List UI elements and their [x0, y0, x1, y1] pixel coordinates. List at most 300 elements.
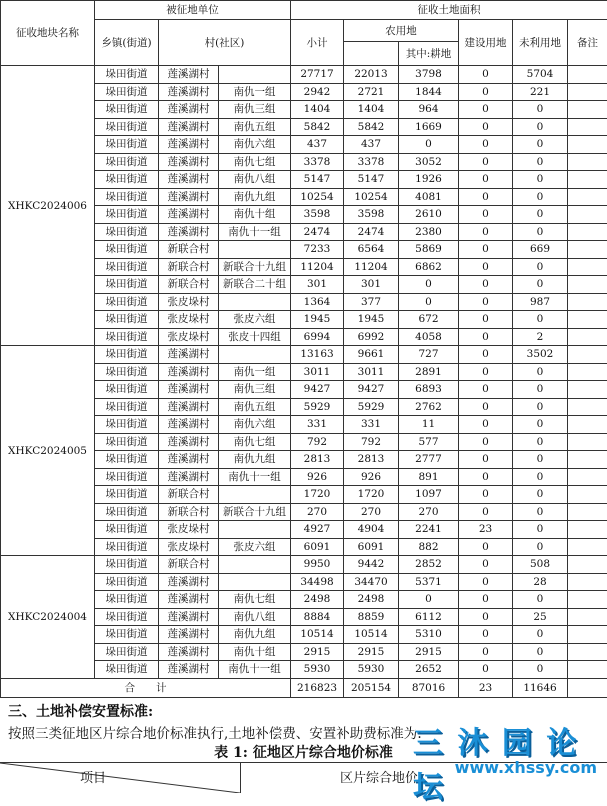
cell-group: 南仇五组 [219, 118, 291, 136]
watermark-url: www.xhssy.com [455, 758, 597, 777]
cell-construction: 0 [459, 66, 513, 84]
cell-group [219, 521, 291, 539]
cell-subtotal: 3598 [291, 206, 344, 224]
cell-town: 垛田街道 [95, 486, 159, 504]
cell-town: 垛田街道 [95, 398, 159, 416]
cell-agri: 1404 [344, 101, 399, 119]
cell-agri: 1945 [344, 311, 399, 329]
cell-construction: 0 [459, 538, 513, 556]
cell-village: 莲溪湖村 [159, 451, 219, 469]
cell-arable: 672 [399, 311, 459, 329]
cell-unused: 0 [513, 206, 568, 224]
cell-construction: 0 [459, 101, 513, 119]
cell-arable: 2380 [399, 223, 459, 241]
cell-village: 张皮垛村 [159, 328, 219, 346]
header-construction: 建设用地 [459, 20, 513, 66]
cell-remarks [568, 573, 607, 591]
cell-agri: 5147 [344, 171, 399, 189]
cell-construction: 0 [459, 503, 513, 521]
cell-subtotal: 6091 [291, 538, 344, 556]
cell-remarks [568, 293, 607, 311]
cell-town: 垛田街道 [95, 311, 159, 329]
cell-construction: 0 [459, 486, 513, 504]
cell-town: 垛田街道 [95, 153, 159, 171]
cell-group: 张皮六组 [219, 311, 291, 329]
cell-unused: 0 [513, 416, 568, 434]
section-heading: 三、土地补偿安置标准: [8, 701, 153, 721]
cell-remarks [568, 363, 607, 381]
forum-watermark [413, 718, 603, 784]
cell-arable: 964 [399, 101, 459, 119]
cell-construction: 0 [459, 556, 513, 574]
cell-construction: 0 [459, 293, 513, 311]
cell-construction: 0 [459, 643, 513, 661]
cell-village: 莲溪湖村 [159, 468, 219, 486]
cell-village: 莲溪湖村 [159, 101, 219, 119]
cell-village: 莲溪湖村 [159, 608, 219, 626]
cell-town: 垛田街道 [95, 643, 159, 661]
cell-agri: 22013 [344, 66, 399, 84]
cell-remarks [568, 101, 607, 119]
cell-arable: 2852 [399, 556, 459, 574]
cell-agri: 6564 [344, 241, 399, 259]
cell-group: 南仇十一组 [219, 223, 291, 241]
cell-arable: 0 [399, 136, 459, 154]
cell-group: 张皮十四组 [219, 328, 291, 346]
cell-village: 莲溪湖村 [159, 346, 219, 364]
cell-subtotal: 11204 [291, 258, 344, 276]
cell-village: 莲溪湖村 [159, 398, 219, 416]
cell-construction: 0 [459, 626, 513, 644]
cell-construction: 0 [459, 363, 513, 381]
cell-construction: 0 [459, 171, 513, 189]
cell-construction: 0 [459, 206, 513, 224]
cell-town: 垛田街道 [95, 538, 159, 556]
cell-subtotal: 2915 [291, 643, 344, 661]
cell-subtotal: 5929 [291, 398, 344, 416]
cell-arable: 270 [399, 503, 459, 521]
cell-agri: 11204 [344, 258, 399, 276]
cell-village: 莲溪湖村 [159, 626, 219, 644]
table-body [1, 66, 607, 679]
cell-unused: 0 [513, 661, 568, 679]
cell-arable: 1926 [399, 171, 459, 189]
cell-arable: 0 [399, 591, 459, 609]
cell-remarks [568, 188, 607, 206]
cell-arable: 5869 [399, 241, 459, 259]
cell-town: 垛田街道 [95, 101, 159, 119]
cell-agri: 1720 [344, 486, 399, 504]
cell-village: 莲溪湖村 [159, 381, 219, 399]
cell-village: 张皮垛村 [159, 311, 219, 329]
cell-remarks [568, 241, 607, 259]
cell-remarks [568, 503, 607, 521]
cell-village: 莲溪湖村 [159, 136, 219, 154]
cell-village: 莲溪湖村 [159, 206, 219, 224]
cell-group [219, 66, 291, 84]
cell-village: 莲溪湖村 [159, 66, 219, 84]
cell-group: 南仇八组 [219, 608, 291, 626]
cell-subtotal: 34498 [291, 573, 344, 591]
cell-agri: 9427 [344, 381, 399, 399]
cell-unused: 0 [513, 276, 568, 294]
cell-subtotal: 5147 [291, 171, 344, 189]
cell-subtotal: 8884 [291, 608, 344, 626]
cell-village: 新联合村 [159, 486, 219, 504]
cell-subtotal: 9950 [291, 556, 344, 574]
cell-agri: 5929 [344, 398, 399, 416]
cell-construction: 0 [459, 188, 513, 206]
cell-group: 南仇八组 [219, 171, 291, 189]
cell-unused: 0 [513, 626, 568, 644]
header-agri-blank [344, 42, 399, 66]
cell-subtotal: 6994 [291, 328, 344, 346]
cell-group: 南仇五组 [219, 398, 291, 416]
price-table-price-header: 区片综合地价 [340, 767, 418, 786]
cell-unused: 0 [513, 171, 568, 189]
cell-construction: 0 [459, 223, 513, 241]
cell-village: 张皮垛村 [159, 521, 219, 539]
cell-arable: 6112 [399, 608, 459, 626]
cell-group: 南仇一组 [219, 83, 291, 101]
cell-village: 莲溪湖村 [159, 416, 219, 434]
cell-unused: 0 [513, 381, 568, 399]
cell-group: 南仇三组 [219, 101, 291, 119]
cell-arable: 1097 [399, 486, 459, 504]
cell-group: 南仇九组 [219, 451, 291, 469]
cell-construction: 0 [459, 451, 513, 469]
cell-agri: 331 [344, 416, 399, 434]
cell-town: 垛田街道 [95, 556, 159, 574]
cell-construction: 23 [459, 521, 513, 539]
cell-agri: 5930 [344, 661, 399, 679]
cell-subtotal: 3378 [291, 153, 344, 171]
cell-unused: 0 [513, 521, 568, 539]
cell-arable: 882 [399, 538, 459, 556]
cell-village: 张皮垛村 [159, 293, 219, 311]
cell-unused: 0 [513, 101, 568, 119]
cell-arable: 3052 [399, 153, 459, 171]
cell-unused: 0 [513, 433, 568, 451]
header-parcel-name: 征收地块名称 [1, 1, 95, 66]
cell-unused: 0 [513, 363, 568, 381]
cell-remarks [568, 118, 607, 136]
cell-unused: 0 [513, 188, 568, 206]
cell-unused: 221 [513, 83, 568, 101]
cell-construction: 0 [459, 608, 513, 626]
cell-remarks [568, 258, 607, 276]
cell-subtotal: 7233 [291, 241, 344, 259]
cell-group: 南仇三组 [219, 381, 291, 399]
cell-remarks [568, 346, 607, 364]
table-header [1, 1, 607, 66]
cell-unused: 987 [513, 293, 568, 311]
cell-subtotal: 3011 [291, 363, 344, 381]
cell-construction: 0 [459, 468, 513, 486]
cell-village: 莲溪湖村 [159, 188, 219, 206]
cell-construction: 0 [459, 136, 513, 154]
cell-village: 莲溪湖村 [159, 643, 219, 661]
header-area-group: 征收土地面积 [291, 1, 607, 20]
cell-group: 南仇九组 [219, 188, 291, 206]
cell-village: 张皮垛村 [159, 538, 219, 556]
cell-agri: 2915 [344, 643, 399, 661]
cell-unused: 28 [513, 573, 568, 591]
cell-agri: 3011 [344, 363, 399, 381]
cell-group: 南仇十组 [219, 206, 291, 224]
cell-arable: 0 [399, 293, 459, 311]
cell-unused: 0 [513, 258, 568, 276]
cell-group: 南仇一组 [219, 363, 291, 381]
cell-subtotal: 2498 [291, 591, 344, 609]
cell-group: 南仇七组 [219, 433, 291, 451]
cell-subtotal: 4927 [291, 521, 344, 539]
cell-agri: 4904 [344, 521, 399, 539]
cell-town: 垛田街道 [95, 573, 159, 591]
cell-village: 新联合村 [159, 276, 219, 294]
cell-village: 新联合村 [159, 258, 219, 276]
cell-village: 莲溪湖村 [159, 573, 219, 591]
header-agri: 农用地 [344, 20, 459, 42]
cell-group [219, 346, 291, 364]
cell-agri: 10254 [344, 188, 399, 206]
cell-arable: 2777 [399, 451, 459, 469]
cell-arable: 1669 [399, 118, 459, 136]
cell-construction: 0 [459, 153, 513, 171]
cell-agri: 9442 [344, 556, 399, 574]
cell-arable: 2652 [399, 661, 459, 679]
cell-group: 张皮六组 [219, 538, 291, 556]
cell-arable: 2610 [399, 206, 459, 224]
cell-agri: 6091 [344, 538, 399, 556]
cell-village: 莲溪湖村 [159, 118, 219, 136]
cell-agri: 792 [344, 433, 399, 451]
cell-remarks [568, 171, 607, 189]
cell-arable: 5310 [399, 626, 459, 644]
table-row [1, 66, 607, 84]
cell-agri: 2498 [344, 591, 399, 609]
cell-remarks [568, 486, 607, 504]
cell-subtotal: 1404 [291, 101, 344, 119]
cell-arable: 6862 [399, 258, 459, 276]
cell-subtotal: 5930 [291, 661, 344, 679]
cell-group [219, 293, 291, 311]
cell-subtotal: 2942 [291, 83, 344, 101]
cell-unused: 2 [513, 328, 568, 346]
cell-agri: 8859 [344, 608, 399, 626]
total-subtotal: 216823 [291, 678, 344, 697]
cell-remarks [568, 591, 607, 609]
cell-construction: 0 [459, 346, 513, 364]
cell-village: 莲溪湖村 [159, 661, 219, 679]
cell-group: 南仇六组 [219, 136, 291, 154]
cell-arable: 4081 [399, 188, 459, 206]
cell-construction: 0 [459, 118, 513, 136]
cell-subtotal: 10254 [291, 188, 344, 206]
cell-village: 新联合村 [159, 241, 219, 259]
cell-town: 垛田街道 [95, 66, 159, 84]
cell-town: 垛田街道 [95, 83, 159, 101]
cell-construction: 0 [459, 328, 513, 346]
cell-remarks [568, 433, 607, 451]
price-table-item-header: 项目 [80, 767, 106, 786]
cell-arable: 5371 [399, 573, 459, 591]
cell-unused: 508 [513, 556, 568, 574]
cell-construction: 0 [459, 661, 513, 679]
header-village: 村(社区) [159, 20, 291, 66]
watermark-logo-text: 三 沐 园 论 坛 [413, 718, 603, 806]
cell-town: 垛田街道 [95, 451, 159, 469]
cell-agri: 34470 [344, 573, 399, 591]
cell-subtotal: 1364 [291, 293, 344, 311]
cell-town: 垛田街道 [95, 416, 159, 434]
cell-agri: 6992 [344, 328, 399, 346]
cell-remarks [568, 153, 607, 171]
cell-unused: 0 [513, 468, 568, 486]
cell-unused: 0 [513, 223, 568, 241]
cell-town: 垛田街道 [95, 626, 159, 644]
cell-arable: 891 [399, 468, 459, 486]
cell-unused: 0 [513, 643, 568, 661]
cell-remarks [568, 136, 607, 154]
cell-construction: 0 [459, 241, 513, 259]
cell-construction: 0 [459, 573, 513, 591]
cell-agri: 3378 [344, 153, 399, 171]
cell-group: 南仇九组 [219, 626, 291, 644]
cell-construction: 0 [459, 258, 513, 276]
cell-unused: 0 [513, 153, 568, 171]
cell-village: 莲溪湖村 [159, 433, 219, 451]
cell-subtotal: 1945 [291, 311, 344, 329]
cell-remarks [568, 468, 607, 486]
cell-group: 南仇七组 [219, 591, 291, 609]
cell-group: 新联合十九组 [219, 258, 291, 276]
cell-unused: 0 [513, 311, 568, 329]
section-text: 按照三类征地区片综合地价标准执行,土地补偿费、安置补助费标准为: [8, 722, 422, 742]
cell-arable: 4058 [399, 328, 459, 346]
cell-agri: 270 [344, 503, 399, 521]
cell-agri: 377 [344, 293, 399, 311]
cell-group: 南仇六组 [219, 416, 291, 434]
cell-town: 垛田街道 [95, 293, 159, 311]
cell-remarks [568, 608, 607, 626]
total-row [1, 678, 607, 697]
cell-town: 垛田街道 [95, 171, 159, 189]
cell-unused: 3502 [513, 346, 568, 364]
cell-construction: 0 [459, 311, 513, 329]
cell-arable: 11 [399, 416, 459, 434]
cell-unused: 0 [513, 136, 568, 154]
cell-unused: 0 [513, 118, 568, 136]
cell-agri: 2813 [344, 451, 399, 469]
total-arable: 87016 [399, 678, 459, 697]
cell-remarks [568, 206, 607, 224]
cell-town: 垛田街道 [95, 363, 159, 381]
cell-group [219, 556, 291, 574]
header-unused: 未利用地 [513, 20, 568, 66]
cell-town: 垛田街道 [95, 206, 159, 224]
cell-town: 垛田街道 [95, 241, 159, 259]
cell-remarks [568, 521, 607, 539]
parcel-code: XHKC2024005 [1, 346, 95, 556]
cell-subtotal: 331 [291, 416, 344, 434]
cell-town: 垛田街道 [95, 346, 159, 364]
cell-arable: 6893 [399, 381, 459, 399]
cell-subtotal: 792 [291, 433, 344, 451]
cell-arable: 0 [399, 276, 459, 294]
cell-arable: 2241 [399, 521, 459, 539]
cell-arable: 3798 [399, 66, 459, 84]
cell-agri: 10514 [344, 626, 399, 644]
cell-subtotal: 9427 [291, 381, 344, 399]
parcel-code: XHKC2024004 [1, 556, 95, 679]
cell-town: 垛田街道 [95, 188, 159, 206]
cell-subtotal: 27717 [291, 66, 344, 84]
cell-group: 南仇十一组 [219, 468, 291, 486]
cell-town: 垛田街道 [95, 591, 159, 609]
cell-agri: 3598 [344, 206, 399, 224]
cell-remarks [568, 643, 607, 661]
cell-unused: 669 [513, 241, 568, 259]
cell-construction: 0 [459, 276, 513, 294]
total-label: 合 计 [1, 678, 291, 697]
cell-construction: 0 [459, 398, 513, 416]
cell-arable: 2891 [399, 363, 459, 381]
cell-subtotal: 926 [291, 468, 344, 486]
cell-unused: 5704 [513, 66, 568, 84]
cell-town: 垛田街道 [95, 433, 159, 451]
table-caption: 表 1: 征地区片综合地价标准 [0, 742, 607, 762]
cell-subtotal: 270 [291, 503, 344, 521]
cell-remarks [568, 626, 607, 644]
cell-agri: 437 [344, 136, 399, 154]
header-subtotal: 小计 [291, 20, 344, 66]
cell-remarks [568, 661, 607, 679]
total-remarks [568, 678, 607, 697]
cell-subtotal: 1720 [291, 486, 344, 504]
cell-village: 莲溪湖村 [159, 171, 219, 189]
cell-construction: 0 [459, 433, 513, 451]
cell-group: 新联合十九组 [219, 503, 291, 521]
cell-village: 莲溪湖村 [159, 591, 219, 609]
cell-subtotal: 437 [291, 136, 344, 154]
cell-town: 垛田街道 [95, 328, 159, 346]
cell-arable: 2762 [399, 398, 459, 416]
cell-arable: 1844 [399, 83, 459, 101]
cell-construction: 0 [459, 381, 513, 399]
diagonal-divider [0, 763, 240, 793]
header-town: 乡镇(街道) [95, 20, 159, 66]
cell-town: 垛田街道 [95, 608, 159, 626]
cell-village: 莲溪湖村 [159, 83, 219, 101]
cell-village: 莲溪湖村 [159, 153, 219, 171]
cell-remarks [568, 381, 607, 399]
cell-town: 垛田街道 [95, 258, 159, 276]
cell-village: 莲溪湖村 [159, 223, 219, 241]
parcel-code: XHKC2024006 [1, 66, 95, 346]
cell-town: 垛田街道 [95, 661, 159, 679]
total-unused: 11646 [513, 678, 568, 697]
cell-unused: 0 [513, 398, 568, 416]
table-row [1, 556, 607, 574]
cell-group: 新联合二十组 [219, 276, 291, 294]
cell-town: 垛田街道 [95, 118, 159, 136]
header-unit-group: 被征地单位 [95, 1, 291, 20]
cell-group [219, 241, 291, 259]
cell-arable: 2915 [399, 643, 459, 661]
cell-unused: 0 [513, 591, 568, 609]
cell-remarks [568, 451, 607, 469]
